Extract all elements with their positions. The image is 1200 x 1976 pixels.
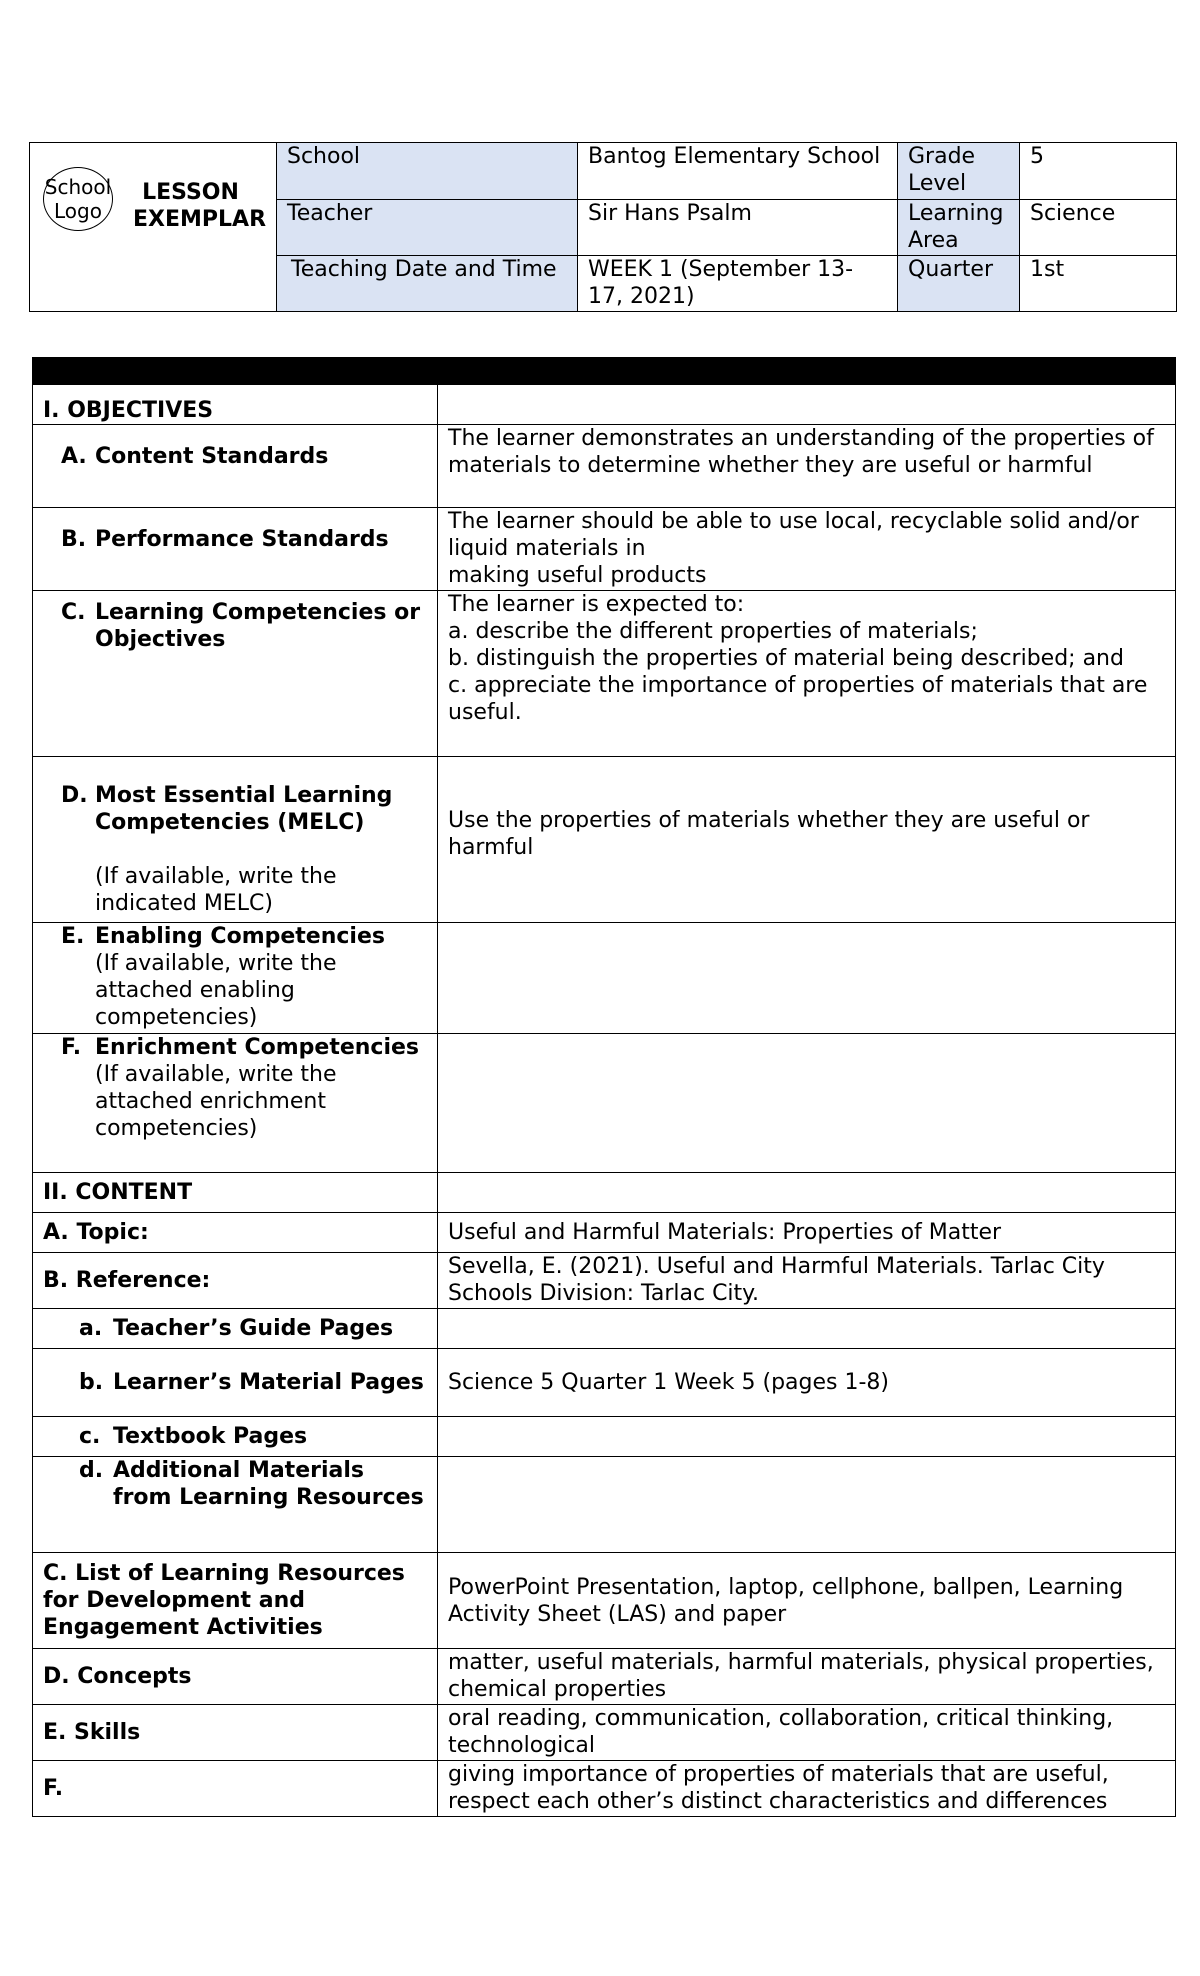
reference-row [33,1253,1176,1309]
topic-value: Useful and Harmful Materials: Properties of Matter [438,1213,1176,1253]
content-heading-row [33,1173,1176,1213]
topic-row [33,1213,1176,1253]
melc-label: Most Essential Learning Competencies (MELC) [95,783,393,835]
enrichment-competencies-row [33,1034,1176,1173]
concepts-label: D. Concepts [33,1649,438,1705]
learners-material-label: Learner’s Material Pages [113,1370,424,1395]
teacher-value: Sir Hans Psalm [577,199,897,255]
objectives-heading: I. OBJECTIVES [33,385,438,425]
content-standards-row [33,425,1176,508]
melc-note: (If available, write the indicated MELC) [95,864,337,916]
grade-label: Grade Level [897,143,1019,199]
content-standards-num: A. [61,443,87,469]
content-standards-value: The learner demonstrates an understanding of the properties of materials to determine whether they are useful or harmful [438,425,1176,508]
quarter-value: 1st [1019,255,1176,311]
performance-standards-value-2: making useful products [448,563,707,588]
f-row [33,1761,1176,1817]
learners-material-value: Science 5 Quarter 1 Week 5 (pages 1-8) [438,1349,1176,1417]
additional-materials-label: Additional Materials from Learning Resources [113,1458,424,1510]
teaching-date-value: WEEK 1 (September 13-17, 2021) [577,255,897,311]
melc-row [33,757,1176,923]
lesson-plan-table [32,357,1176,1817]
enabling-label: Enabling Competencies [95,924,385,949]
teacher-label: Teacher [276,199,577,255]
school-logo: School Logo [43,167,113,231]
performance-standards-label: Performance Standards [95,526,389,552]
performance-standards-row [33,508,1176,591]
teachers-guide-label: Teacher’s Guide Pages [113,1316,394,1341]
enrichment-value [438,1034,1176,1173]
teachers-guide-value [438,1309,1176,1349]
teachers-guide-row [33,1309,1176,1349]
learning-competencies-num: C. [61,600,86,625]
textbook-label: Textbook Pages [113,1424,308,1449]
competency-item-c: c. appreciate the importance of properties of materials that are useful. [448,673,1148,725]
school-label: School [276,143,577,199]
enrichment-note: (If available, write the attached enrichment competencies) [95,1062,337,1141]
learning-competencies-label: Learning Competencies or Objectives [95,600,421,652]
textbook-num: c. [79,1424,101,1449]
learners-material-row [33,1349,1176,1417]
learning-area-value: Science [1019,199,1176,255]
concepts-value: matter, useful materials, harmful materials, physical properties, chemical properties [438,1649,1176,1705]
enabling-num: E. [61,924,85,949]
competencies-intro: The learner is expected to: [448,592,745,617]
enrichment-label: Enrichment Competencies [95,1035,420,1060]
skills-row [33,1705,1176,1761]
melc-value: Use the properties of materials whether they are useful or harmful [438,757,1176,923]
concepts-row [33,1649,1176,1705]
teaching-date-label: Teaching Date and Time [276,255,577,311]
performance-standards-num: B. [61,526,87,552]
additional-materials-row [33,1457,1176,1553]
learning-area-label: Learning Area [897,199,1019,255]
enabling-note: (If available, write the attached enabling competencies) [95,951,337,1030]
additional-materials-value [438,1457,1176,1553]
learning-competencies-row [33,591,1176,757]
lesson-header-table [29,142,1177,312]
enabling-value [438,923,1176,1034]
skills-label: E. Skills [33,1705,438,1761]
enabling-competencies-row [33,923,1176,1034]
quarter-label: Quarter [897,255,1019,311]
reference-value: Sevella, E. (2021). Useful and Harmful Materials. Tarlac City Schools Division: Tarlac City. [438,1253,1176,1309]
school-value: Bantog Elementary School [577,143,897,199]
skills-value: oral reading, communication, collaboration, critical thinking, technological [438,1705,1176,1761]
learning-resources-label: C. List of Learning Resources for Development and Engagement Activities [33,1553,438,1649]
competency-item-a: a. describe the different properties of materials; [448,619,978,644]
reference-label: B. Reference: [33,1253,438,1309]
lesson-exemplar-title: LESSON EXEMPLAR [133,180,267,232]
f-label: F. [33,1761,438,1817]
teachers-guide-num: a. [79,1316,103,1341]
melc-num: D. [61,783,88,808]
enrichment-num: F. [61,1035,82,1060]
black-header-bar [33,358,1176,385]
objectives-heading-row [33,385,1176,425]
textbook-value [438,1417,1176,1457]
learning-resources-value: PowerPoint Presentation, laptop, cellphone, ballpen, Learning Activity Sheet (LAS) and paper [438,1553,1176,1649]
performance-standards-value-1: The learner should be able to use local, recyclable solid and/or liquid materials in [448,509,1139,561]
grade-value: 5 [1019,143,1176,199]
content-standards-label: Content Standards [95,443,329,469]
learning-resources-row [33,1553,1176,1649]
f-value: giving importance of properties of materials that are useful, respect each other’s distinct characteristics and differences [438,1761,1176,1817]
textbook-row [33,1417,1176,1457]
additional-materials-num: d. [79,1458,104,1483]
content-heading: II. CONTENT [33,1173,438,1213]
learners-material-num: b. [79,1370,104,1395]
topic-label: A. Topic: [33,1213,438,1253]
competency-item-b: b. distinguish the properties of material being described; and [448,646,1124,671]
